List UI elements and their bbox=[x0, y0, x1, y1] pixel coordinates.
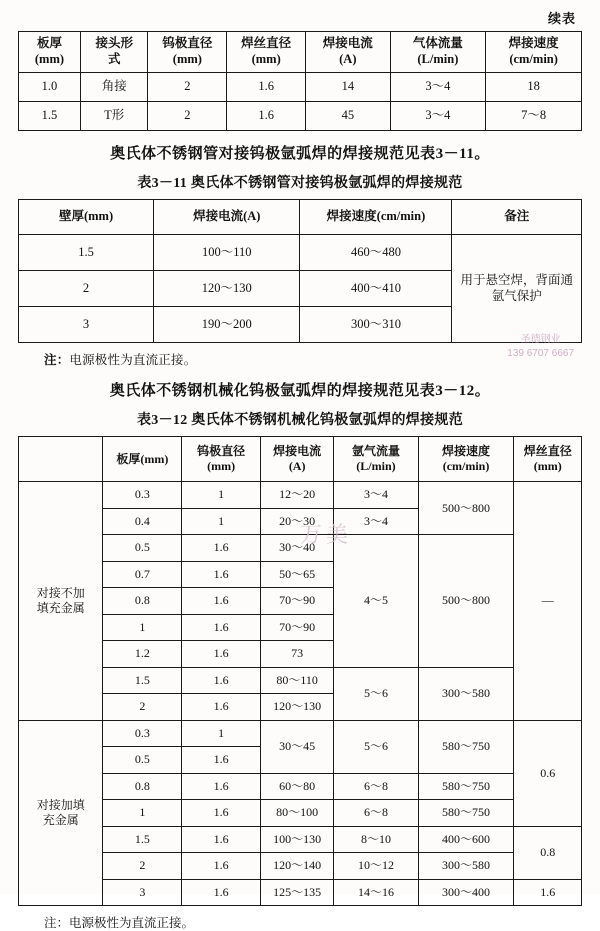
column-header-wire-dia: 焊丝直径 (mm) bbox=[514, 437, 582, 482]
cell: 30～40 bbox=[261, 535, 334, 562]
column-header-joint-type: 接头形 式 bbox=[80, 32, 148, 73]
cell: 1.6 bbox=[514, 879, 582, 906]
table-3-11 bbox=[18, 199, 582, 343]
table-header-row bbox=[19, 200, 582, 235]
cell: 70～90 bbox=[261, 588, 334, 615]
cell: 3～4 bbox=[334, 482, 418, 509]
table-row bbox=[19, 535, 582, 562]
cell: 1.6 bbox=[227, 102, 306, 131]
cell: 0.6 bbox=[514, 720, 582, 826]
cell: 1.6 bbox=[182, 535, 261, 562]
cell: 1.5 bbox=[103, 667, 182, 694]
table-row bbox=[19, 773, 582, 800]
cell: 2 bbox=[19, 271, 154, 307]
table-header-row bbox=[19, 437, 582, 482]
cell: 120～140 bbox=[261, 853, 334, 880]
table-header-row bbox=[19, 32, 582, 73]
cell: 300～400 bbox=[418, 879, 514, 906]
note-label: 注： bbox=[44, 353, 70, 367]
cell: 45 bbox=[306, 102, 390, 131]
cell: 1.5 bbox=[103, 826, 182, 853]
cell: 角接 bbox=[80, 73, 148, 102]
cell: 1 bbox=[103, 614, 182, 641]
cell: 20～30 bbox=[261, 508, 334, 535]
column-header-group bbox=[19, 437, 103, 482]
cell: 0.7 bbox=[103, 561, 182, 588]
cell: 1.6 bbox=[182, 747, 261, 774]
cell: 14～16 bbox=[334, 879, 418, 906]
column-header-speed: 焊接速度 (cm/min) bbox=[418, 437, 514, 482]
table-3-12 bbox=[18, 436, 582, 906]
cell: 460～480 bbox=[300, 235, 452, 271]
table-welding-parameters-continued bbox=[18, 31, 582, 131]
cell: 7～8 bbox=[486, 102, 582, 131]
cell: 1.0 bbox=[19, 73, 81, 102]
cell: 1 bbox=[182, 720, 261, 747]
cell: 3～4 bbox=[334, 508, 418, 535]
cell: 1.6 bbox=[182, 826, 261, 853]
column-header-wall-thickness: 壁厚(mm) bbox=[19, 200, 154, 235]
column-header-remark: 备注 bbox=[452, 200, 582, 235]
cell: 0.5 bbox=[103, 535, 182, 562]
continued-label: 续表 bbox=[547, 11, 576, 26]
cell: 120～130 bbox=[261, 694, 334, 721]
cell: 500～800 bbox=[418, 535, 514, 668]
cell: 10～12 bbox=[334, 853, 418, 880]
cell: 1.6 bbox=[182, 667, 261, 694]
table-row bbox=[19, 826, 582, 853]
cell: 1 bbox=[182, 482, 261, 509]
table-row bbox=[19, 667, 582, 694]
cell: 190～200 bbox=[154, 307, 300, 343]
cell: 80～110 bbox=[261, 667, 334, 694]
cell: 5～6 bbox=[334, 720, 418, 773]
cell: 580～750 bbox=[418, 773, 514, 800]
cell: 2 bbox=[148, 102, 227, 131]
cell: 1.5 bbox=[19, 102, 81, 131]
column-header-gas-flow: 气体流量 (L/min) bbox=[390, 32, 486, 73]
cell: 12～20 bbox=[261, 482, 334, 509]
cell: 400～410 bbox=[300, 271, 452, 307]
cell: 0.8 bbox=[514, 826, 582, 879]
paragraph-intro-table-3-11: 奥氏体不锈钢管对接钨极氩弧焊的焊接规范见表3－11。 bbox=[110, 146, 490, 162]
cell: — bbox=[514, 482, 582, 721]
caption-table-3-11: 表3－11 奥氏体不锈钢管对接钨极氩弧焊的焊接规范 bbox=[137, 176, 463, 191]
cell: 3～4 bbox=[390, 73, 486, 102]
cell: 1.6 bbox=[182, 614, 261, 641]
cell: 100～130 bbox=[261, 826, 334, 853]
cell: 6～8 bbox=[334, 773, 418, 800]
cell: 1.6 bbox=[182, 879, 261, 906]
table-row bbox=[19, 800, 582, 827]
cell: 1 bbox=[182, 508, 261, 535]
cell: 300～580 bbox=[418, 667, 514, 720]
cell: 3 bbox=[103, 879, 182, 906]
column-header-electrode-dia: 钨极直径 (mm) bbox=[182, 437, 261, 482]
table-row bbox=[19, 853, 582, 880]
table-row bbox=[19, 73, 582, 102]
cell: 300～580 bbox=[418, 853, 514, 880]
cell: 300～310 bbox=[300, 307, 452, 343]
cell: 400～600 bbox=[418, 826, 514, 853]
cell: 1.6 bbox=[227, 73, 306, 102]
cell: 100～110 bbox=[154, 235, 300, 271]
watermark-company-name: 圣德钢业 bbox=[520, 334, 561, 345]
cell: 2 bbox=[148, 73, 227, 102]
cell: 1.6 bbox=[182, 561, 261, 588]
cell: 14 bbox=[306, 73, 390, 102]
cell: 80～100 bbox=[261, 800, 334, 827]
group-label-no-filler: 对接不加 填充金属 bbox=[19, 482, 103, 721]
note-table-3-11 bbox=[44, 350, 582, 368]
column-header-electrode-dia: 钨极直径 (mm) bbox=[148, 32, 227, 73]
table-row bbox=[19, 879, 582, 906]
table-row bbox=[19, 102, 582, 131]
watermark-phone: 139 6707 6667 bbox=[507, 347, 574, 359]
cell: 1.2 bbox=[103, 641, 182, 668]
cell: 3～4 bbox=[390, 102, 486, 131]
cell: 1.6 bbox=[182, 641, 261, 668]
cell: 70～90 bbox=[261, 614, 334, 641]
cell: 0.8 bbox=[103, 773, 182, 800]
cell: 1 bbox=[103, 800, 182, 827]
column-header-current: 焊接电流 (A) bbox=[261, 437, 334, 482]
cell: 580～750 bbox=[418, 720, 514, 773]
cell: 1.6 bbox=[182, 800, 261, 827]
column-header-thickness: 板厚 (mm) bbox=[19, 32, 81, 73]
cell: 3 bbox=[19, 307, 154, 343]
column-header-current: 焊接电流 (A) bbox=[306, 32, 390, 73]
cell: 0.3 bbox=[103, 482, 182, 509]
column-header-speed: 焊接速度 (cm/min) bbox=[486, 32, 582, 73]
cell: 1.5 bbox=[19, 235, 154, 271]
cell: 1.6 bbox=[182, 773, 261, 800]
cell: 4～5 bbox=[334, 535, 418, 668]
note-label: 注： bbox=[44, 916, 70, 930]
note-table-3-12 bbox=[44, 913, 582, 931]
column-header-wire-dia: 焊丝直径 (mm) bbox=[227, 32, 306, 73]
cell: 0.8 bbox=[103, 588, 182, 615]
cell: T形 bbox=[80, 102, 148, 131]
cell: 30～45 bbox=[261, 720, 334, 773]
column-header-speed: 焊接速度(cm/min) bbox=[300, 200, 452, 235]
cell: 125～135 bbox=[261, 879, 334, 906]
column-header-thickness: 板厚(mm) bbox=[103, 437, 182, 482]
cell: 6～8 bbox=[334, 800, 418, 827]
cell: 580～750 bbox=[418, 800, 514, 827]
watermark-large: 万美 bbox=[300, 522, 353, 547]
table-row bbox=[19, 720, 582, 747]
cell-remark: 用于悬空焊，背面通 氩气保护 bbox=[452, 235, 582, 343]
cell: 18 bbox=[486, 73, 582, 102]
cell: 1.6 bbox=[182, 694, 261, 721]
cell: 0.5 bbox=[103, 747, 182, 774]
cell: 500～800 bbox=[418, 482, 514, 535]
cell: 73 bbox=[261, 641, 334, 668]
note-text: 电源极性为直流正接。 bbox=[69, 916, 195, 930]
group-label-with-filler: 对接加填 充金属 bbox=[19, 720, 103, 906]
column-header-current: 焊接电流(A) bbox=[154, 200, 300, 235]
paragraph-intro-table-3-12: 奥氏体不锈钢机械化钨极氩弧焊的焊接规范见表3－12。 bbox=[109, 383, 491, 399]
table-row bbox=[19, 482, 582, 509]
cell: 1.6 bbox=[182, 853, 261, 880]
cell: 120～130 bbox=[154, 271, 300, 307]
cell: 0.4 bbox=[103, 508, 182, 535]
cell: 8～10 bbox=[334, 826, 418, 853]
column-header-argon-flow: 氩气流量 (L/min) bbox=[334, 437, 418, 482]
cell: 50～65 bbox=[261, 561, 334, 588]
note-text: 电源极性为直流正接。 bbox=[69, 353, 197, 367]
cell: 60～80 bbox=[261, 773, 334, 800]
cell: 2 bbox=[103, 853, 182, 880]
cell: 1.6 bbox=[182, 588, 261, 615]
table-row bbox=[19, 235, 582, 271]
caption-table-3-12: 表3－12 奥氏体不锈钢机械化钨极氩弧焊的焊接规范 bbox=[137, 413, 463, 428]
cell: 5～6 bbox=[334, 667, 418, 720]
cell: 2 bbox=[103, 694, 182, 721]
cell: 0.3 bbox=[103, 720, 182, 747]
